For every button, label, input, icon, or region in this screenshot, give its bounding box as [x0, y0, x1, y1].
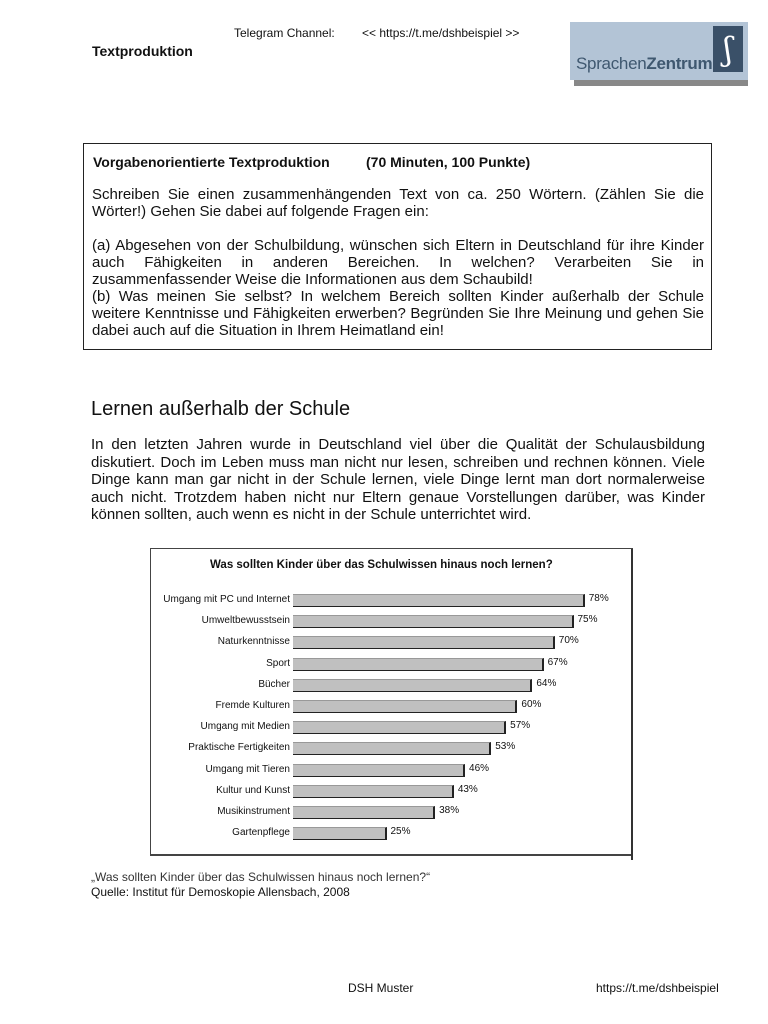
- section-title: Textproduktion: [92, 43, 193, 59]
- article-text: In den letzten Jahren wurde in Deutschland viel über die Qualität der Schulausbildung diskutiert. Doch im Leben muss man nicht nur lesen, schreiben und rechnen können. Viele Dinge kann man gar nicht in der Schule lernen, viele Dinge lernt man dort normalerweise auch nicht. Trotzdem haben nicht nur Eltern genaue Vorstellungen darüber, was Kinder können sollten, auch wenn es nicht in der Schule unterrichtet wird.: [91, 436, 705, 523]
- bar-value-label: 64%: [536, 677, 557, 689]
- bar-label: Musikinstrument: [217, 806, 290, 817]
- bar-value-label: 78%: [588, 593, 609, 604]
- task-meta: (70 Minuten, 100 Punkte): [366, 154, 531, 170]
- task-title: Vorgabenorientierte Textproduktion: [93, 154, 330, 170]
- bar-label: Bücher: [258, 678, 290, 690]
- bar-label: Umgang mit Tieren: [205, 763, 290, 775]
- chart-source: Quelle: Institut für Demoskopie Allensbach, 2008: [91, 885, 350, 899]
- sprachenzentrum-logo: [570, 22, 752, 86]
- bar-value-label: 25%: [390, 826, 411, 838]
- bar-label: Praktische Fertigkeiten: [188, 742, 290, 754]
- bar: [293, 636, 555, 649]
- logo-text-bold: Zentrum: [646, 54, 713, 73]
- bar: [293, 615, 574, 628]
- bar-value-label: 38%: [439, 805, 460, 816]
- bar-value-label: 46%: [469, 762, 490, 774]
- task-instruction: Schreiben Sie einen zusammenhängenden Text von ca. 250 Wörtern. (Zählen Sie die Wörter!) Gehen Sie dabei auf folgende Fragen ein:: [92, 186, 704, 220]
- bar-value-label: 70%: [558, 635, 579, 647]
- bar: [293, 785, 454, 798]
- logo-text-regular: Sprachen: [576, 54, 647, 73]
- bar-value-label: 67%: [547, 656, 568, 668]
- bar: [293, 658, 544, 671]
- bar: [293, 764, 465, 777]
- chart-title: Was sollten Kinder über das Schulwissen hinaus noch lernen?: [210, 559, 553, 571]
- bar-label: Kultur und Kunst: [216, 784, 290, 796]
- task-box: [83, 143, 712, 350]
- bar-label: Fremde Kulturen: [215, 700, 290, 711]
- logo-face-icon: ʃ: [713, 26, 743, 72]
- bar-value-label: 43%: [457, 783, 478, 795]
- article-heading: Lernen außerhalb der Schule: [91, 398, 351, 420]
- bar: [293, 806, 435, 819]
- telegram-link[interactable]: << https://t.me/dshbeispiel >>: [362, 26, 520, 40]
- bar: [293, 721, 506, 734]
- telegram-label: Telegram Channel:: [234, 26, 335, 40]
- chart-caption: „Was sollten Kinder über das Schulwissen hinaus noch lernen?“: [91, 870, 431, 884]
- bar-value-label: 53%: [495, 741, 516, 753]
- bar-label: Umgang mit PC und Internet: [163, 594, 290, 605]
- bar-label: Umweltbewusstsein: [201, 615, 290, 627]
- bar-value-label: 60%: [521, 699, 542, 710]
- bar: [293, 742, 491, 755]
- footer-link[interactable]: https://t.me/dshbeispiel: [596, 981, 719, 995]
- bar: [293, 827, 387, 840]
- task-question-a: (a) Abgesehen von der Schulbildung, wünschen sich Eltern in Deutschland für ihre Kinder auch Fähigkeiten in anderen Bereichen. In welchen? Verarbeiten Sie in zusammenfassender Weise die Informationen aus dem Schaubild!: [92, 237, 704, 288]
- bar-label: Naturkenntnisse: [217, 636, 290, 648]
- bar: [293, 679, 532, 692]
- bar: [293, 594, 585, 607]
- footer-left: DSH Muster: [348, 981, 414, 995]
- bar: [293, 700, 517, 713]
- bar-label: Sport: [266, 657, 290, 669]
- bar-value-label: 75%: [577, 614, 598, 626]
- bar-label: Umgang mit Medien: [200, 721, 290, 733]
- bar-label: Gartenpflege: [232, 827, 290, 839]
- bar-value-label: 57%: [510, 720, 531, 732]
- task-question-b: (b) Was meinen Sie selbst? In welchem Bereich sollten Kinder außerhalb der Schule weitere Kenntnisse und Fähigkeiten erwerben? Begründen Sie Ihre Meinung und gehen Sie dabei auch auf die Situation in Ihrem Heimatland ein!: [92, 288, 704, 339]
